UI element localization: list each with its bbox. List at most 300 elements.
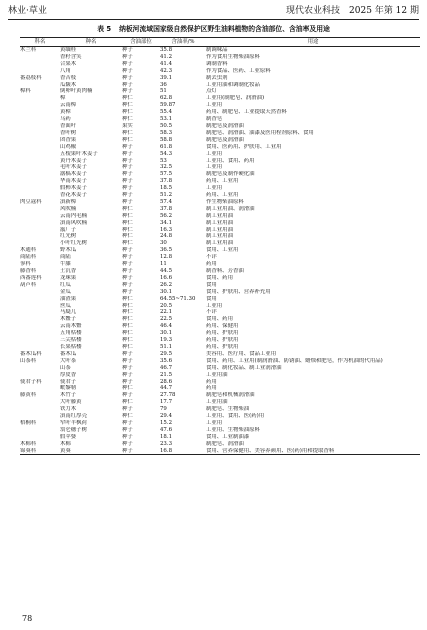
oil-part-cell: 果实 [122, 122, 133, 129]
oil-content-cell: 22.5 [160, 316, 173, 323]
oil-part-cell: 种子 [122, 157, 133, 164]
table-row [20, 123, 420, 130]
oil-content-cell: 55.4 [160, 109, 173, 116]
oil-part-cell: 种子 [122, 448, 160, 455]
species-cell: 红瓜 [60, 281, 71, 288]
oil-content-cell: 36.5 [160, 247, 173, 254]
use-cell: 制工业用油 [206, 233, 233, 240]
use-cell: 制去虫剂 [206, 74, 228, 81]
species-cell: 木鳖子 [60, 316, 77, 323]
header-divider [8, 19, 419, 20]
species-cell: 假苹婆 [60, 433, 77, 440]
use-cell: 食用、工业用 [206, 247, 239, 254]
oil-content-cell: 36 [160, 81, 167, 88]
use-cell: 药用、保健用 [206, 323, 239, 330]
family-cell [20, 434, 60, 441]
table-row [20, 289, 420, 296]
table-row [20, 75, 420, 82]
oil-part-cell: 种子 [122, 74, 133, 81]
oil-part-cell: 种子 [122, 247, 133, 254]
use-cell: 食用、药用 [206, 274, 233, 281]
oil-part-cell: 种仁 [122, 102, 133, 109]
family-cell [20, 227, 60, 234]
table-row [20, 303, 420, 310]
species-cell: 黄丹木姜子 [60, 157, 87, 164]
family-cell [20, 178, 60, 185]
oil-content-cell: 16.3 [160, 226, 173, 233]
use-cell: 食用 [206, 281, 217, 288]
species-cell: 土沉香 [60, 268, 77, 274]
family-cell: 番荔枝科 [20, 74, 42, 81]
use-cell: 食用、制化妆品、制工业润滑油 [206, 364, 282, 371]
family-cell [20, 233, 60, 240]
use-cell: 药用、护肤用 [206, 337, 239, 344]
species-cell: 团香果 [60, 136, 77, 143]
species-cell: 滇南风吹楠 [60, 219, 87, 226]
journal-section: 林业·草业 [8, 6, 47, 16]
column-header-use: 用途 [206, 38, 420, 47]
species-cell: 厚皮香 [60, 371, 77, 378]
species-cell: 龙珠果 [60, 274, 77, 281]
table-row [20, 192, 420, 199]
table-row [20, 413, 420, 420]
oil-part-cell: 种仁 [122, 205, 133, 212]
oil-part-cell: 种子 [122, 88, 133, 95]
use-cell: 食用 [206, 295, 217, 302]
oil-content-cell: 41.2 [160, 53, 173, 60]
family-cell [20, 399, 60, 406]
use-cell: 工业用(制肥皂、润滑油) [206, 95, 265, 102]
family-cell: 使君子科 [20, 378, 42, 385]
family-cell [20, 109, 60, 116]
oil-content-cell: 51.1 [160, 343, 173, 350]
table-row [20, 337, 420, 344]
oil-part-cell: 种子 [122, 164, 133, 171]
use-cell: 点灯 [206, 88, 217, 95]
species-cell: 香叶树 [60, 129, 77, 136]
table-row [20, 88, 420, 95]
table-row [20, 164, 420, 171]
oil-content-cell: 35.8 [160, 47, 173, 53]
table-row [20, 199, 420, 206]
oil-content-cell: 23.3 [160, 440, 173, 447]
family-cell [20, 130, 60, 137]
oil-part-cell: 种子 [122, 47, 133, 53]
running-header [8, 4, 419, 18]
table-row [20, 330, 420, 337]
family-cell: 梧桐科 [20, 419, 37, 426]
oil-content-cell: 21.5 [160, 371, 173, 378]
table-row [20, 254, 420, 261]
species-cell: 木棉 [60, 440, 71, 447]
table-row [20, 137, 420, 144]
species-cell: 云南木鳖 [60, 323, 82, 330]
use-cell: 食用、营养保健用、美容养颜用、医(药)用和提取香料 [206, 448, 420, 455]
use-cell: 制香料、芳香油 [206, 268, 244, 274]
family-cell [20, 213, 60, 220]
family-cell [20, 158, 60, 165]
oil-part-cell: 种子 [122, 268, 133, 274]
oil-content-cell: 32.5 [160, 164, 173, 171]
oil-content-cell: 59.87 [160, 102, 176, 109]
table-body [20, 47, 420, 455]
use-cell: 工业用 [206, 302, 223, 309]
species-cell: 香花木姜子 [60, 192, 87, 199]
table-row [20, 151, 420, 158]
family-cell [20, 316, 60, 323]
use-cell: 工业用 [206, 419, 223, 426]
species-cell: 滇南红厚壳 [60, 413, 87, 420]
species-cell: 云南樟 [60, 102, 77, 109]
family-cell [20, 123, 60, 130]
species-cell: 大叶茶 [60, 357, 77, 364]
oil-part-cell: 种子 [122, 143, 133, 150]
oil-content-cell: 18.5 [160, 185, 173, 192]
oil-content-cell: 30.1 [160, 330, 173, 337]
oil-content-cell: 35.6 [160, 357, 173, 364]
table-row [20, 185, 420, 192]
use-cell: 制肥皂、润滑油、油漆及医用栓剂原料、食用 [206, 129, 314, 136]
family-cell [20, 185, 60, 192]
family-cell [20, 137, 60, 144]
table-row [20, 351, 420, 358]
table-row [20, 441, 420, 448]
species-cell: 黄葵 [60, 448, 122, 455]
oil-content-cell: 41.4 [160, 60, 173, 67]
oil-part-cell: 种仁 [122, 226, 133, 233]
species-cell: 山鸡椒 [60, 143, 77, 150]
oil-part-cell: 种子 [122, 178, 133, 185]
journal-issue: 现代农业科技 2025 年第 12 期 [286, 6, 419, 16]
table-number: 表 5 [97, 25, 112, 33]
species-cell: 假柿木姜子 [60, 185, 87, 192]
column-header-oil-part: 含油部位 [122, 38, 160, 47]
species-cell: 窄叶半枫荷 [60, 419, 87, 426]
table-row [20, 61, 420, 68]
use-cell: 作为食品、医药、工业原料 [206, 67, 271, 74]
species-cell: 马瓞儿 [60, 309, 77, 316]
oil-content-cell: 39.1 [160, 74, 173, 81]
oil-content-cell: 29.4 [160, 413, 173, 420]
species-cell: 八角 [60, 67, 71, 74]
oil-content-cell: 18.1 [160, 433, 173, 440]
table-row [20, 365, 420, 372]
species-cell: 香籽含笑 [60, 53, 82, 60]
table-row [20, 158, 420, 165]
oil-part-cell: 种子 [122, 261, 133, 268]
oil-part-cell: 种仁 [122, 309, 133, 316]
oil-content-cell: 17.7 [160, 399, 173, 406]
use-cell: 工业用油和调制化妆品 [206, 81, 260, 88]
family-cell [20, 365, 60, 372]
table-row [20, 344, 420, 351]
table-row [20, 247, 420, 254]
species-cell: 香面叶 [60, 122, 77, 129]
species-cell: 云南内毛楠 [60, 212, 87, 219]
use-cell: 食用、护肤用、营养补充用 [206, 288, 271, 295]
oil-part-cell: 种子 [122, 426, 133, 433]
family-cell [20, 337, 60, 344]
table-row [20, 434, 420, 441]
page-number: 78 [22, 614, 33, 623]
use-cell: 工业用、食用、药用 [206, 157, 255, 164]
use-cell: 食用、药用 [206, 316, 233, 323]
oil-part-cell: 种子 [122, 440, 133, 447]
species-cell: 番木瓜 [60, 350, 77, 357]
oil-part-cell: 种仁 [122, 95, 133, 102]
table-row [20, 399, 420, 406]
family-cell [20, 61, 60, 68]
use-cell: 工业用油 [206, 399, 228, 406]
oil-content-cell: 44.7 [160, 385, 173, 392]
table-title: 纳板河流域国家级自然保护区野生油料植物的含油部位、含油率及用途 [119, 25, 330, 33]
use-cell: 制工业用油 [206, 240, 233, 247]
family-cell: 番木瓜科 [20, 350, 42, 357]
species-cell: 毛叶木姜子 [60, 164, 87, 171]
table-row [20, 392, 420, 399]
family-cell [20, 323, 60, 330]
species-cell: 商陆 [60, 254, 71, 261]
table-row [20, 282, 420, 289]
species-cell: 使君子 [60, 378, 77, 385]
use-cell: 药用 [206, 378, 217, 385]
use-cell: 食用、药用、工业用(制润滑油、防锈油、蜡烛和肥皂，作为机油的代用品) [206, 357, 383, 364]
table-row [20, 178, 420, 185]
use-cell: 制肥皂、润滑油 [206, 440, 244, 447]
use-cell: 药用 [206, 385, 217, 392]
table-row [20, 227, 420, 234]
family-cell: 木通科 [20, 247, 37, 254]
species-cell: 香苦枝 [60, 74, 77, 81]
use-cell: 不详 [206, 254, 217, 261]
table-row [20, 68, 420, 75]
oil-part-cell: 种仁 [122, 212, 133, 219]
species-cell: 小叶红光树 [60, 240, 87, 247]
family-cell: 山茶科 [20, 357, 37, 364]
oil-content-cell: 58.8 [160, 136, 173, 143]
oil-part-cell: 种仁 [122, 295, 133, 302]
use-cell: 美容用、医疗用、食品工业用 [206, 350, 277, 357]
oil-content-cell: 20.5 [160, 302, 173, 309]
oil-part-cell: 种子 [122, 171, 133, 178]
table-row [20, 427, 420, 434]
family-cell [20, 330, 60, 337]
oil-content-cell: 53.1 [160, 116, 173, 123]
oil-part-cell: 种子 [122, 406, 133, 413]
oil-content-cell: 50.5 [160, 122, 173, 129]
oil-content-cell: 16.6 [160, 274, 173, 281]
use-cell: 药用、护肤用 [206, 343, 239, 350]
use-cell: 工业用 [206, 185, 223, 192]
column-header-species: 种名 [60, 38, 122, 47]
oil-part-cell: 种子 [122, 185, 133, 192]
oil-part-cell: 种子 [122, 357, 133, 364]
species-cell: 滇新樟 [60, 198, 77, 205]
family-cell: 商陆科 [20, 254, 37, 261]
oil-content-cell: 44.5 [160, 268, 173, 274]
family-cell: 葫芦科 [20, 281, 37, 288]
oil-content-cell: 51.2 [160, 192, 173, 199]
family-cell [20, 95, 60, 102]
species-cell: 野木瓜 [60, 247, 77, 254]
species-cell: 大叶藤黄 [60, 399, 82, 406]
oil-content-cell: 46.4 [160, 323, 173, 330]
table-row [20, 130, 420, 137]
family-cell [20, 240, 60, 247]
species-cell: 乌药 [60, 116, 71, 123]
oil-part-cell: 种子 [122, 350, 133, 357]
family-cell [20, 427, 60, 434]
species-cell: 潺槁木姜子 [60, 171, 87, 178]
oil-part-cell: 种仁 [122, 116, 133, 123]
use-cell: 药用 [206, 261, 217, 268]
use-cell: 制工业用油、润滑油 [206, 205, 255, 212]
family-cell: 木棉科 [20, 440, 37, 447]
table-row [20, 144, 420, 151]
family-cell [20, 344, 60, 351]
oil-content-cell: 30.1 [160, 288, 173, 295]
oil-part-cell: 种仁 [122, 385, 133, 392]
oil-content-cell: 42.3 [160, 67, 173, 74]
use-cell: 制肥皂及制作硬化油 [206, 171, 255, 178]
oil-part-cell: 种子 [122, 192, 133, 199]
species-cell: 翁仑穗子树 [60, 426, 87, 433]
family-cell: 藤黄科 [20, 392, 37, 399]
oil-part-cell: 种子 [122, 274, 133, 281]
family-cell: 樟科 [20, 88, 31, 95]
use-cell: 工业用 [206, 102, 223, 109]
family-cell [20, 385, 60, 392]
use-cell: 制肥皂及润滑油 [206, 136, 244, 143]
use-cell: 药用、工业用 [206, 178, 239, 185]
table-row [20, 261, 420, 268]
oil-content-cell: 15.2 [160, 419, 173, 426]
family-cell [20, 206, 60, 213]
use-cell: 工业用油 [206, 371, 228, 378]
family-cell [20, 102, 60, 109]
table-row [20, 82, 420, 89]
use-cell: 制肥皂和机械润滑油 [206, 392, 255, 399]
species-cell: 红光树 [60, 233, 77, 240]
oil-part-cell: 种子 [122, 81, 133, 88]
family-cell [20, 164, 60, 171]
species-cell: 牛膝 [60, 261, 71, 268]
table-row [20, 95, 420, 102]
oil-part-cell: 种仁 [122, 413, 133, 420]
oil-content-cell: 46.7 [160, 364, 173, 371]
oil-part-cell: 种仁 [122, 129, 133, 136]
family-cell [20, 144, 60, 151]
oil-part-cell: 种仁 [122, 302, 133, 309]
use-cell: 制工业用油 [206, 219, 233, 226]
species-cell: 瓜馥木 [60, 81, 77, 88]
species-cell: 华南木姜子 [60, 178, 87, 185]
oil-content-cell: 30 [160, 240, 167, 247]
oil-content-cell: 54.3 [160, 150, 173, 157]
use-cell: 作为食用生物柴油原料 [206, 53, 260, 60]
oil-part-cell: 种子 [122, 150, 133, 157]
family-cell: 藤香科 [20, 268, 37, 274]
table-row [20, 385, 420, 392]
oil-part-cell: 种子 [122, 288, 133, 295]
oil-content-cell: 27.78 [160, 392, 176, 399]
oil-part-cell: 种仁 [122, 330, 133, 337]
species-cell: 倒卵叶黄肉楠 [60, 88, 93, 95]
oil-part-cell: 种仁 [122, 219, 133, 226]
oil-part-cell: 种仁 [122, 240, 133, 247]
species-cell: 五棱果叶木姜子 [60, 150, 98, 157]
table-header [20, 38, 420, 47]
use-cell: 制肥皂及润滑油 [206, 122, 244, 129]
table-row [20, 296, 420, 303]
use-cell: 工业用、食用、医(药)用 [206, 413, 265, 420]
oil-part-cell: 种仁 [122, 316, 133, 323]
species-cell: 毗黎勒 [60, 385, 77, 392]
table-row [20, 206, 420, 213]
family-cell [20, 303, 60, 310]
use-cell: 不详 [206, 309, 217, 316]
oil-content-cell: 34.1 [160, 219, 173, 226]
use-cell: 药用、制肥皂、工业提取天然香料 [206, 109, 287, 116]
table-caption [0, 24, 427, 34]
use-cell: 药用、护肤用 [206, 330, 239, 337]
family-cell [20, 151, 60, 158]
oil-content-cell: 24.8 [160, 233, 173, 240]
family-cell [20, 192, 60, 199]
use-cell: 药用、工业用 [206, 192, 239, 199]
family-cell [20, 372, 60, 379]
oil-content-cell: 57.4 [160, 198, 173, 205]
oil-part-cell: 种子 [122, 364, 133, 371]
species-cell: 樟 [60, 95, 66, 102]
table-row [20, 316, 420, 323]
oil-part-cell: 种仁 [122, 109, 133, 116]
oil-part-cell: 种子 [122, 433, 133, 440]
family-cell [20, 82, 60, 89]
species-cell: 山茶 [60, 364, 71, 371]
oil-content-cell: 22.1 [160, 309, 173, 316]
table-row [20, 116, 420, 123]
oil-content-cell: 12.8 [160, 254, 173, 261]
species-cell: 黄樟 [60, 109, 71, 116]
table-row [20, 268, 420, 275]
family-cell [20, 171, 60, 178]
use-cell: 食用、工业制油漆 [206, 433, 250, 440]
oil-content-cell: 61.8 [160, 143, 173, 150]
oil-content-cell: 62.8 [160, 95, 173, 102]
family-cell: 蓼科 [20, 261, 31, 268]
oil-content-cell: 16.8 [160, 448, 206, 455]
family-cell: 西番莲科 [20, 274, 42, 281]
species-cell: 金瓜 [60, 288, 71, 295]
table-row [20, 102, 420, 109]
use-cell: 工业用、生物柴油原料 [206, 426, 260, 433]
use-cell: 调制香料 [206, 60, 228, 67]
oil-part-cell: 种仁 [122, 399, 133, 406]
use-cell: 制肥皂、生物柴油 [206, 406, 250, 413]
use-cell: 工业用 [206, 150, 223, 157]
table-row [20, 309, 420, 316]
oil-content-cell: 26.2 [160, 281, 173, 288]
species-cell: 铁力木 [60, 406, 77, 413]
oil-content-cell: 11 [160, 261, 167, 268]
family-cell [20, 54, 60, 61]
family-cell: 锦葵科 [20, 448, 60, 455]
species-cell: 木竹子 [60, 392, 77, 399]
oil-content-cell: 51 [160, 88, 167, 95]
species-cell: 丝瓜 [60, 302, 71, 309]
oil-content-cell: 19.3 [160, 337, 173, 344]
